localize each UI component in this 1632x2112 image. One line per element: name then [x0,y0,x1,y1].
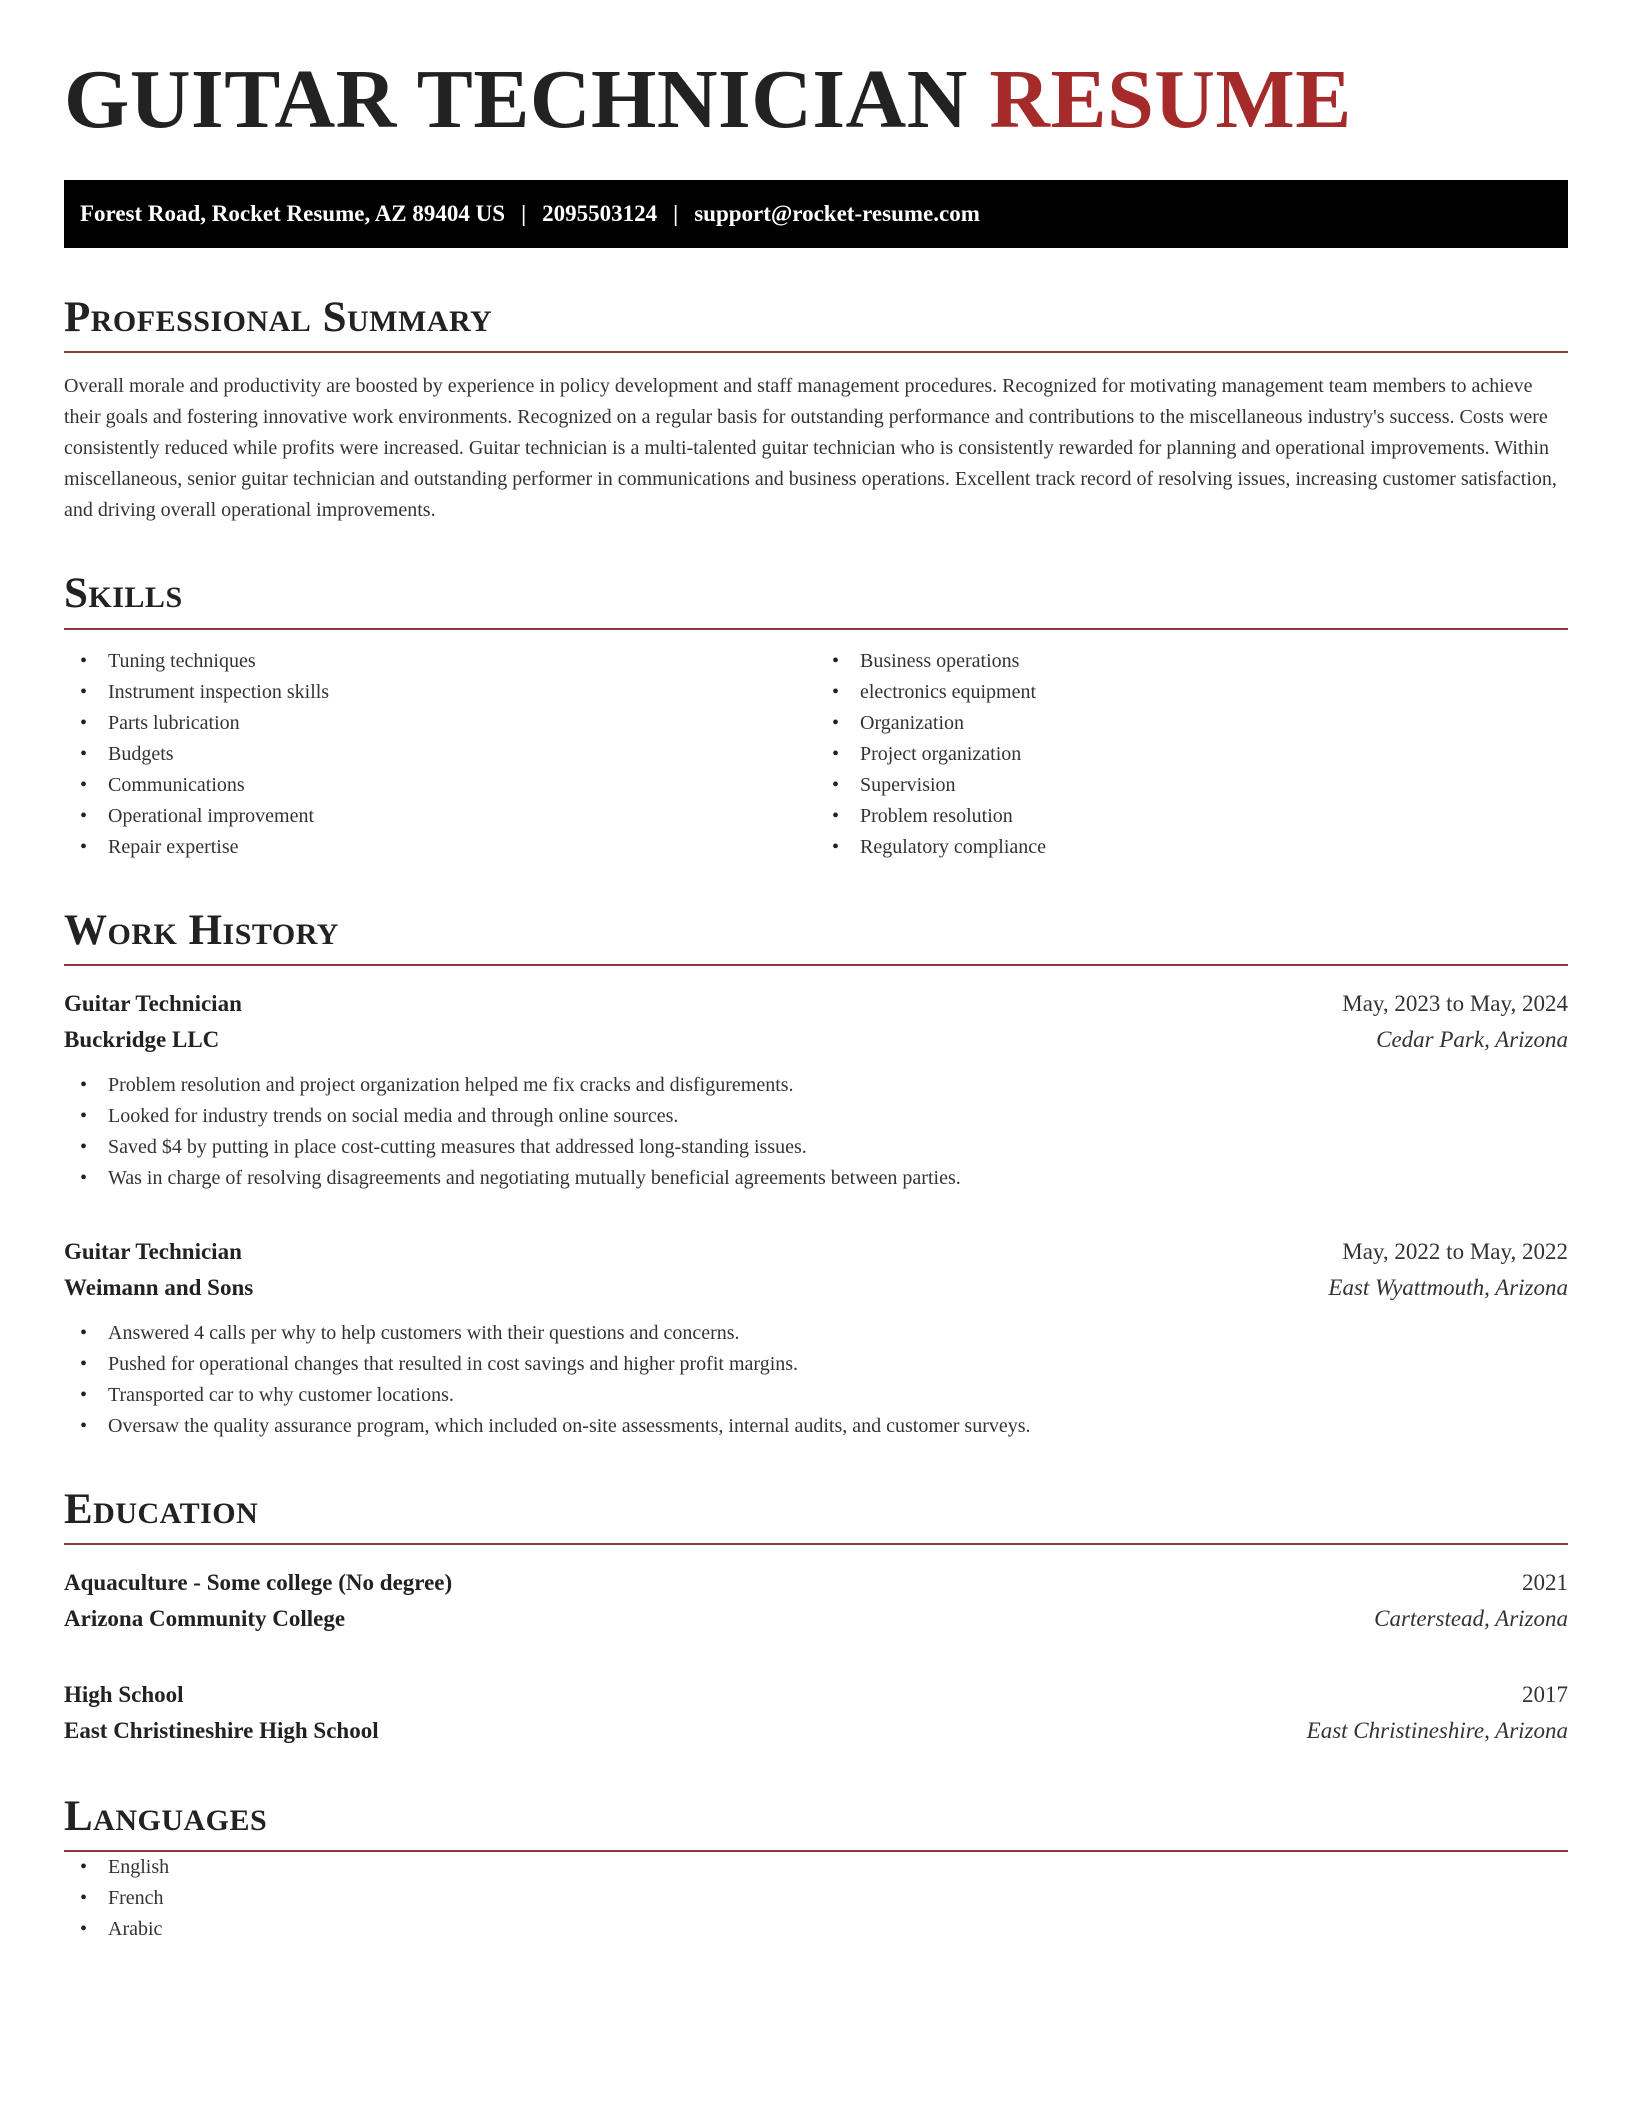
title-accent: RESUME [989,53,1352,146]
job-location: Cedar Park, Arizona [1376,1026,1568,1052]
skill-item: • Budgets [64,739,816,770]
contact-address: Forest Road, Rocket Resume, AZ 89404 US [80,201,506,226]
job-bullet: • Looked for industry trends on social media and through online sources. [64,1101,1568,1132]
skill-item: • Problem resolution [816,801,1568,832]
job-bullets [64,1070,1568,1194]
skill-item: • Regulatory compliance [816,832,1568,863]
job-bullets [64,1318,1568,1442]
skills-grid [64,646,1568,863]
job-bullet: • Problem resolution and project organization helped me fix cracks and disfigurements. [64,1070,1568,1101]
skill-item: • Business operations [816,646,1568,677]
summary-section [64,294,1568,526]
job-title-row [64,986,1568,1022]
job-entry [64,986,1568,1194]
contact-separator: | [521,201,527,226]
education-year: 2021 [1522,1570,1568,1596]
skills-list-left [64,646,816,863]
job-company: Weimann and Sons [64,1274,254,1300]
job-title-row [64,1234,1568,1270]
skill-item: • Operational improvement [64,801,816,832]
job-bullet: • Oversaw the quality assurance program, which included on-site assessments, internal audits, and customer surveys. [64,1411,1568,1442]
job-title: Guitar Technician [64,1238,242,1264]
education-year: 2017 [1522,1682,1568,1708]
skill-item: • Instrument inspection skills [64,677,816,708]
job-bullet: • Was in charge of resolving disagreements and negotiating mutually beneficial agreements between parties. [64,1163,1568,1194]
education-degree: High School [64,1682,184,1708]
skill-item: • Supervision [816,770,1568,801]
contact-phone: 2095503124 [542,201,658,226]
skill-item: • Organization [816,708,1568,739]
skill-item: • Communications [64,770,816,801]
skill-item: • Repair expertise [64,832,816,863]
language-item: • Arabic [64,1914,1568,1945]
skills-heading: Skills [64,570,1568,629]
education-degree-row [64,1565,1568,1601]
job-dates: May, 2023 to May, 2024 [1342,990,1568,1016]
job-company-row [64,1022,1568,1058]
skills-list-right [816,646,1568,863]
education-school-row [64,1601,1568,1637]
job-location: East Wyattmouth, Arizona [1328,1274,1568,1300]
language-item: • English [64,1852,1568,1883]
job-bullet: • Answered 4 calls per why to help customers with their questions and concerns. [64,1318,1568,1349]
job-dates: May, 2022 to May, 2022 [1342,1238,1568,1264]
languages-section [64,1793,1568,1945]
job-title: Guitar Technician [64,990,242,1016]
contact-email: support@rocket-resume.com [694,201,980,226]
education-heading: Education [64,1486,1568,1545]
education-location: East Christineshire, Arizona [1306,1718,1568,1744]
resume-title [64,53,1568,146]
summary-text: Overall morale and productivity are boosted by experience in policy development and staff management procedures. Recognized for motivating management team members to achieve their goals and fostering innovative work environments. Recognized on a regular basis for outstanding performance and contributions to the miscellaneous industry's success. Costs were consistently reduced while profits were increased. Guitar technician is a multi-talented guitar technician who is consistently rewarded for planning and operational improvements. Within miscellaneous, senior guitar technician and outstanding performer in communications and business operations. Excellent track record of resolving issues, increasing customer satisfaction, and driving overall operational improvements. [64,375,1557,522]
skill-item: • electronics equipment [816,677,1568,708]
title-main: GUITAR TECHNICIAN [64,53,968,146]
work-history-section [64,907,1568,1442]
education-section [64,1486,1568,1749]
education-entry [64,1565,1568,1637]
job-bullet: • Transported car to why customer locations. [64,1380,1568,1411]
job-entry [64,1234,1568,1442]
languages-list [64,1852,1568,1945]
skills-column-left [64,646,816,863]
skill-item: • Tuning techniques [64,646,816,677]
education-degree: Aquaculture - Some college (No degree) [64,1570,453,1596]
skills-column-right [816,646,1568,863]
skills-section [64,570,1568,862]
work-history-heading: Work History [64,907,1568,966]
job-company: Buckridge LLC [64,1026,220,1052]
skill-item: • Project organization [816,739,1568,770]
education-entry [64,1677,1568,1749]
education-school: East Christineshire High School [64,1718,379,1744]
education-location: Carterstead, Arizona [1374,1606,1568,1632]
languages-heading: Languages [64,1793,1568,1852]
contact-bar [64,180,1568,248]
job-bullet: • Pushed for operational changes that resulted in cost savings and higher profit margins. [64,1349,1568,1380]
summary-heading: Professional Summary [64,294,1568,353]
education-school-row [64,1713,1568,1749]
language-item: • French [64,1883,1568,1914]
job-company-row [64,1270,1568,1306]
education-school: Arizona Community College [64,1606,346,1632]
job-bullet: • Saved $4 by putting in place cost-cutting measures that addressed long-standing issues. [64,1132,1568,1163]
skill-item: • Parts lubrication [64,708,816,739]
education-degree-row [64,1677,1568,1713]
contact-separator: | [673,201,679,226]
